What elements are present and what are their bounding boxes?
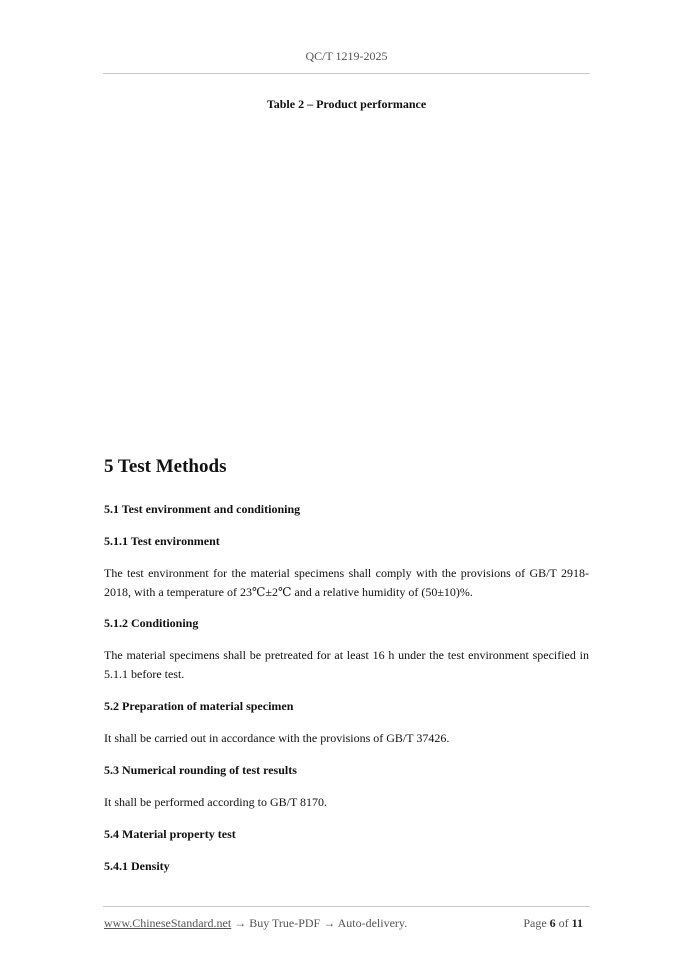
subheading-5-1-1: 5.1.1 Test environment (104, 534, 220, 548)
arrow-icon: → (323, 916, 336, 930)
subheading-5-4-1: 5.4.1 Density (104, 859, 170, 873)
footer-links (104, 916, 407, 931)
paragraph-rounding: It shall be performed according to GB/T 8170. (104, 795, 328, 809)
section-title: 5 Test Methods (104, 456, 227, 477)
paragraph-preparation: It shall be carried out in accordance with the provisions of GB/T 37426. (104, 731, 450, 745)
subheading-5-1-2: 5.1.2 Conditioning (104, 616, 199, 630)
site-link[interactable]: www.ChineseStandard.net (104, 916, 232, 930)
page-header-code: QC/T 1219-2025 (305, 49, 388, 63)
subheading-5-2: 5.2 Preparation of material specimen (104, 699, 294, 713)
page-total: 11 (571, 916, 583, 930)
page-indicator (523, 916, 583, 931)
table-caption: Table 2 – Product performance (266, 97, 427, 111)
subheading-5-3: 5.3 Numerical rounding of test results (104, 763, 297, 777)
arrow-icon: → (234, 916, 247, 930)
buy-pdf-link[interactable]: Buy True-PDF (249, 916, 321, 930)
paragraph-conditioning: The material specimens shall be pretreated for at least 16 h under the test environment specified in 5.1.1 before test. (104, 648, 589, 681)
footer-rule (103, 906, 590, 907)
subheading-5-4: 5.4 Material property test (104, 827, 236, 841)
subheading-5-1: 5.1 Test environment and conditioning (104, 502, 301, 516)
page-word: Page (523, 916, 547, 930)
paragraph-test-environment: The test environment for the material specimens shall comply with the provisions of GB/T 2918-2018, with a temperature of 23℃±2℃ and a relative humidity of (50±10)%. (104, 566, 589, 599)
header-rule (103, 73, 590, 74)
of-word: of (558, 916, 569, 930)
page-current: 6 (549, 916, 556, 930)
auto-delivery-text: Auto-delivery. (337, 916, 408, 930)
